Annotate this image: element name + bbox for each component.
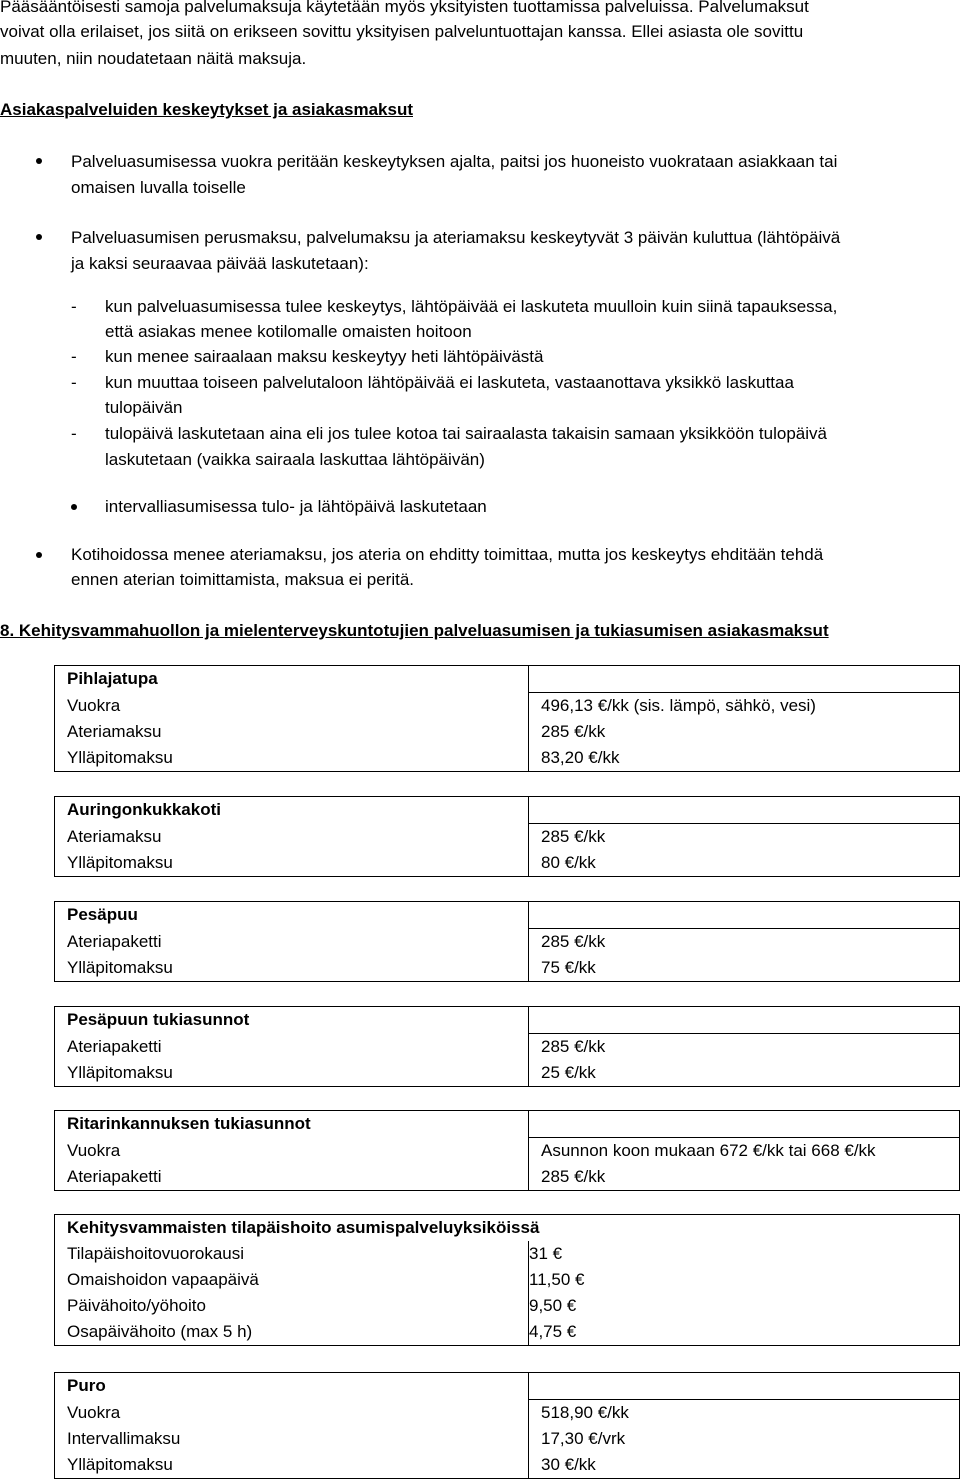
row-label: Ateriamaksu: [55, 824, 529, 851]
intro-line-2: voivat olla erilaiset, jos siitä on erikseen sovittu yksityisen palveluntuottajan kanssa. Ellei asiasta ole sovittu: [0, 22, 804, 41]
bullet-2-line-1: Palveluasumisen perusmaksu, palvelumaksu ja ateriamaksu keskeytyvät 3 päivän kuluttua (lähtöpäivä: [71, 228, 841, 247]
bullet-dot: [71, 504, 77, 510]
dash-2-line-1: kun menee sairaalaan maksu keskeytyy heti lähtöpäivästä: [105, 347, 544, 366]
table-title: Pesäpuu: [55, 902, 529, 929]
dash-1-line-2: että asiakas menee kotilomalle omaisten hoitoon: [105, 322, 472, 341]
row-value: 11,50 €: [529, 1267, 960, 1293]
row-label: Ylläpitomaksu: [55, 1452, 529, 1479]
fee-table-puro: [54, 1372, 960, 1479]
section-8-heading: 8. Kehitysvammahuollon ja mielenterveyskuntotujien palveluasumisen ja tukiasumisen asiakasmaksut: [0, 621, 829, 640]
dash-4-line-2: laskutetaan (vaikka sairaala laskuttaa lähtöpäivän): [105, 450, 485, 469]
dash-1-line-1: kun palveluasumisessa tulee keskeytys, lähtöpäivää ei laskuteta muulloin kuin siinä tapauksessa,: [105, 297, 838, 316]
bullet-dot: [36, 552, 42, 558]
row-value: 496,13 €/kk (sis. lämpö, sähkö, vesi): [529, 693, 960, 720]
table-title: Ritarinkannuksen tukiasunnot: [55, 1111, 529, 1138]
row-value: 285 €/kk: [529, 929, 960, 956]
row-label: Ateriapaketti: [55, 1034, 529, 1061]
table-title: Kehitysvammaisten tilapäishoito asumispalveluyksiköissä: [55, 1215, 960, 1242]
bullet-dot: [36, 158, 42, 164]
row-label: Vuokra: [55, 1138, 529, 1165]
row-label: Intervallimaksu: [55, 1426, 529, 1452]
bullet-1-line-1: Palveluasumisessa vuokra peritään keskeytyksen ajalta, paitsi jos huoneisto vuokrataan asiakkaan tai: [71, 152, 838, 171]
row-value: 285 €/kk: [529, 1034, 960, 1061]
fee-table-pesapuu: [54, 901, 960, 982]
dash-3-line-1: kun muuttaa toiseen palvelutaloon lähtöpäivää ei laskuteta, vastaanottava yksikkö laskuttaa: [105, 373, 794, 392]
row-label: Ateriamaksu: [55, 719, 529, 745]
row-value: Asunnon koon mukaan 672 €/kk tai 668 €/kk: [529, 1138, 960, 1165]
dash-marker: -: [71, 424, 77, 443]
fee-table-tilapaishoito: [54, 1214, 960, 1346]
row-value: 285 €/kk: [529, 824, 960, 851]
row-value: 25 €/kk: [529, 1060, 960, 1087]
row-label: Ateriapaketti: [55, 929, 529, 956]
row-label: Päivähoito/yöhoito: [55, 1293, 529, 1319]
row-value: 30 €/kk: [529, 1452, 960, 1479]
bullet-1-line-2: omaisen luvalla toiselle: [71, 178, 246, 197]
dash-marker: -: [71, 373, 77, 392]
bullet-4-line-1: Kotihoidossa menee ateriamaksu, jos ateria on ehditty toimittaa, mutta jos keskeytys ehditään tehdä: [71, 545, 824, 564]
bullet-dot: [36, 234, 42, 240]
row-label: Tilapäishoitovuorokausi: [55, 1241, 529, 1267]
fee-table-ritarinkannus: [54, 1110, 960, 1191]
intro-line-3: muuten, niin noudatetaan näitä maksuja.: [0, 49, 307, 68]
row-value: 83,20 €/kk: [529, 745, 960, 772]
row-label: Ylläpitomaksu: [55, 1060, 529, 1087]
row-label: Osapäivähoito (max 5 h): [55, 1319, 529, 1346]
row-label: Ylläpitomaksu: [55, 745, 529, 772]
fee-table-pesapuun-tukiasunnot: [54, 1006, 960, 1087]
row-label: Ateriapaketti: [55, 1164, 529, 1191]
row-value: 31 €: [529, 1241, 960, 1267]
fee-table-pihlajatupa: [54, 665, 960, 772]
row-value: 285 €/kk: [529, 719, 960, 745]
row-label: Ylläpitomaksu: [55, 850, 529, 877]
dash-4-line-1: tulopäivä laskutetaan aina eli jos tulee kotoa tai sairaalasta takaisin samaan yksikköön tulopäivä: [105, 424, 827, 443]
dash-marker: -: [71, 297, 77, 316]
row-value: 75 €/kk: [529, 955, 960, 982]
table-title: Puro: [55, 1373, 529, 1400]
table-title: Pesäpuun tukiasunnot: [55, 1007, 529, 1034]
row-value: 285 €/kk: [529, 1164, 960, 1191]
bullet-4-line-2: ennen aterian toimittamista, maksua ei peritä.: [71, 570, 415, 589]
section-heading: Asiakaspalveluiden keskeytykset ja asiakasmaksut: [0, 100, 413, 119]
bullet-2-line-2: ja kaksi seuraavaa päivää laskutetaan):: [71, 254, 369, 273]
bullet-3-line-1: intervalliasumisessa tulo- ja lähtöpäivä laskutetaan: [105, 497, 487, 516]
row-value: 518,90 €/kk: [529, 1400, 960, 1427]
fee-table-auringonkukkakoti: [54, 796, 960, 877]
row-label: Ylläpitomaksu: [55, 955, 529, 982]
row-label: Vuokra: [55, 1400, 529, 1427]
table-title: Auringonkukkakoti: [55, 797, 529, 824]
row-value: 17,30 €/vrk: [529, 1426, 960, 1452]
dash-marker: -: [71, 347, 77, 366]
intro-line-1: Pääsääntöisesti samoja palvelumaksuja käytetään myös yksityisten tuottamissa palveluissa. Palvelumaksut: [0, 0, 809, 16]
row-label: Vuokra: [55, 693, 529, 720]
row-value: 80 €/kk: [529, 850, 960, 877]
row-value: 4,75 €: [529, 1319, 960, 1346]
row-value: 9,50 €: [529, 1293, 960, 1319]
table-title: Pihlajatupa: [55, 666, 529, 693]
dash-3-line-2: tulopäivän: [105, 398, 183, 417]
row-label: Omaishoidon vapaapäivä: [55, 1267, 529, 1293]
